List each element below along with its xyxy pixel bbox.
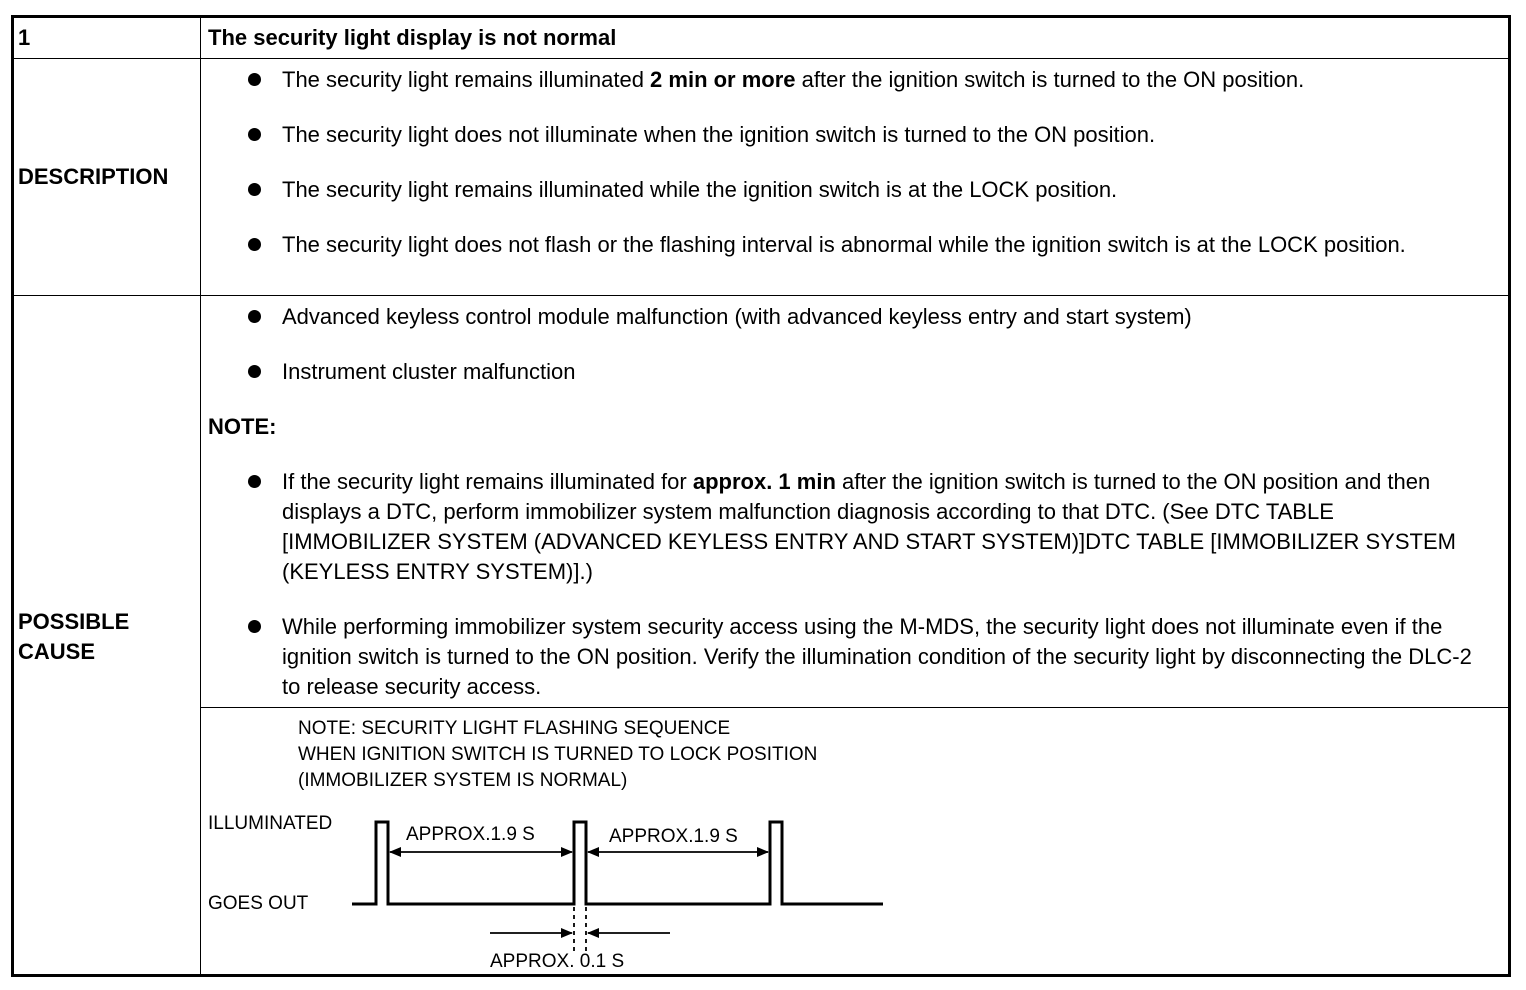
bullet-dot-icon (248, 238, 261, 251)
goes-out-label: GOES OUT (208, 893, 309, 914)
flashing-sequence-diagram (200, 707, 900, 975)
note-label: NOTE: (208, 414, 277, 439)
illuminated-label: ILLUMINATED (208, 813, 333, 834)
note-item: If the security light remains illuminated for approx. 1 min after the ignition switch is turned to the ON position and then displays a DTC, perform immobilizer system malfunction diagnosis according to that DTC. (See DTC TABLE [IMMOBILIZER SYSTEM (ADVANCED KEYLESS ENTRY AND START SYSTEM)]DTC TABLE [IMMOBILIZER SYSTEM (KEYLESS ENTRY SYSTEM)].) (282, 467, 1487, 587)
bullet-dot-icon (248, 310, 261, 323)
description-row-divider (11, 295, 1511, 296)
description-item: The security light does not illuminate when the ignition switch is turned to the ON position. (282, 120, 1487, 150)
interval-arrows (390, 852, 768, 952)
diagram-title-line2: WHEN IGNITION SWITCH IS TURNED TO LOCK POSITION (298, 744, 818, 765)
row-title: The security light display is not normal (208, 25, 617, 50)
bullet-dot-icon (248, 620, 261, 633)
description-item: The security light remains illuminated 2 min or more after the ignition switch is turned to the ON position. (282, 65, 1487, 95)
description-label: DESCRIPTION (18, 164, 169, 189)
header-row-divider (11, 58, 1511, 59)
interval-label-1: APPROX.1.9 S (406, 824, 535, 845)
bullet-dot-icon (248, 128, 261, 141)
bullet-dot-icon (248, 73, 261, 86)
cause-item: Instrument cluster malfunction (282, 357, 1492, 387)
diagram-title-line3: (IMMOBILIZER SYSTEM IS NORMAL) (298, 770, 628, 791)
note-item: While performing immobilizer system security access using the M-MDS, the security light does not illuminate even if the ignition switch is turned to the ON position. Verify the illumination condition of the security light by disconnecting the DLC-2 to release security access. (282, 612, 1492, 702)
row-number: 1 (18, 25, 31, 50)
description-item: The security light does not flash or the flashing interval is abnormal while the ignition switch is at the LOCK position. (282, 230, 1487, 260)
diagram-title-line1: NOTE: SECURITY LIGHT FLASHING SEQUENCE (298, 718, 731, 739)
possible-cause-label: POSSIBLE CAUSE (18, 609, 130, 664)
cause-item: Advanced keyless control module malfunction (with advanced keyless entry and start system) (282, 302, 1492, 332)
pulse-label: APPROX. 0.1 S (490, 951, 625, 972)
bullet-dot-icon (248, 365, 261, 378)
interval-label-2: APPROX.1.9 S (609, 826, 738, 847)
bullet-dot-icon (248, 183, 261, 196)
description-item: The security light remains illuminated while the ignition switch is at the LOCK position. (282, 175, 1487, 205)
bullet-dot-icon (248, 475, 261, 488)
